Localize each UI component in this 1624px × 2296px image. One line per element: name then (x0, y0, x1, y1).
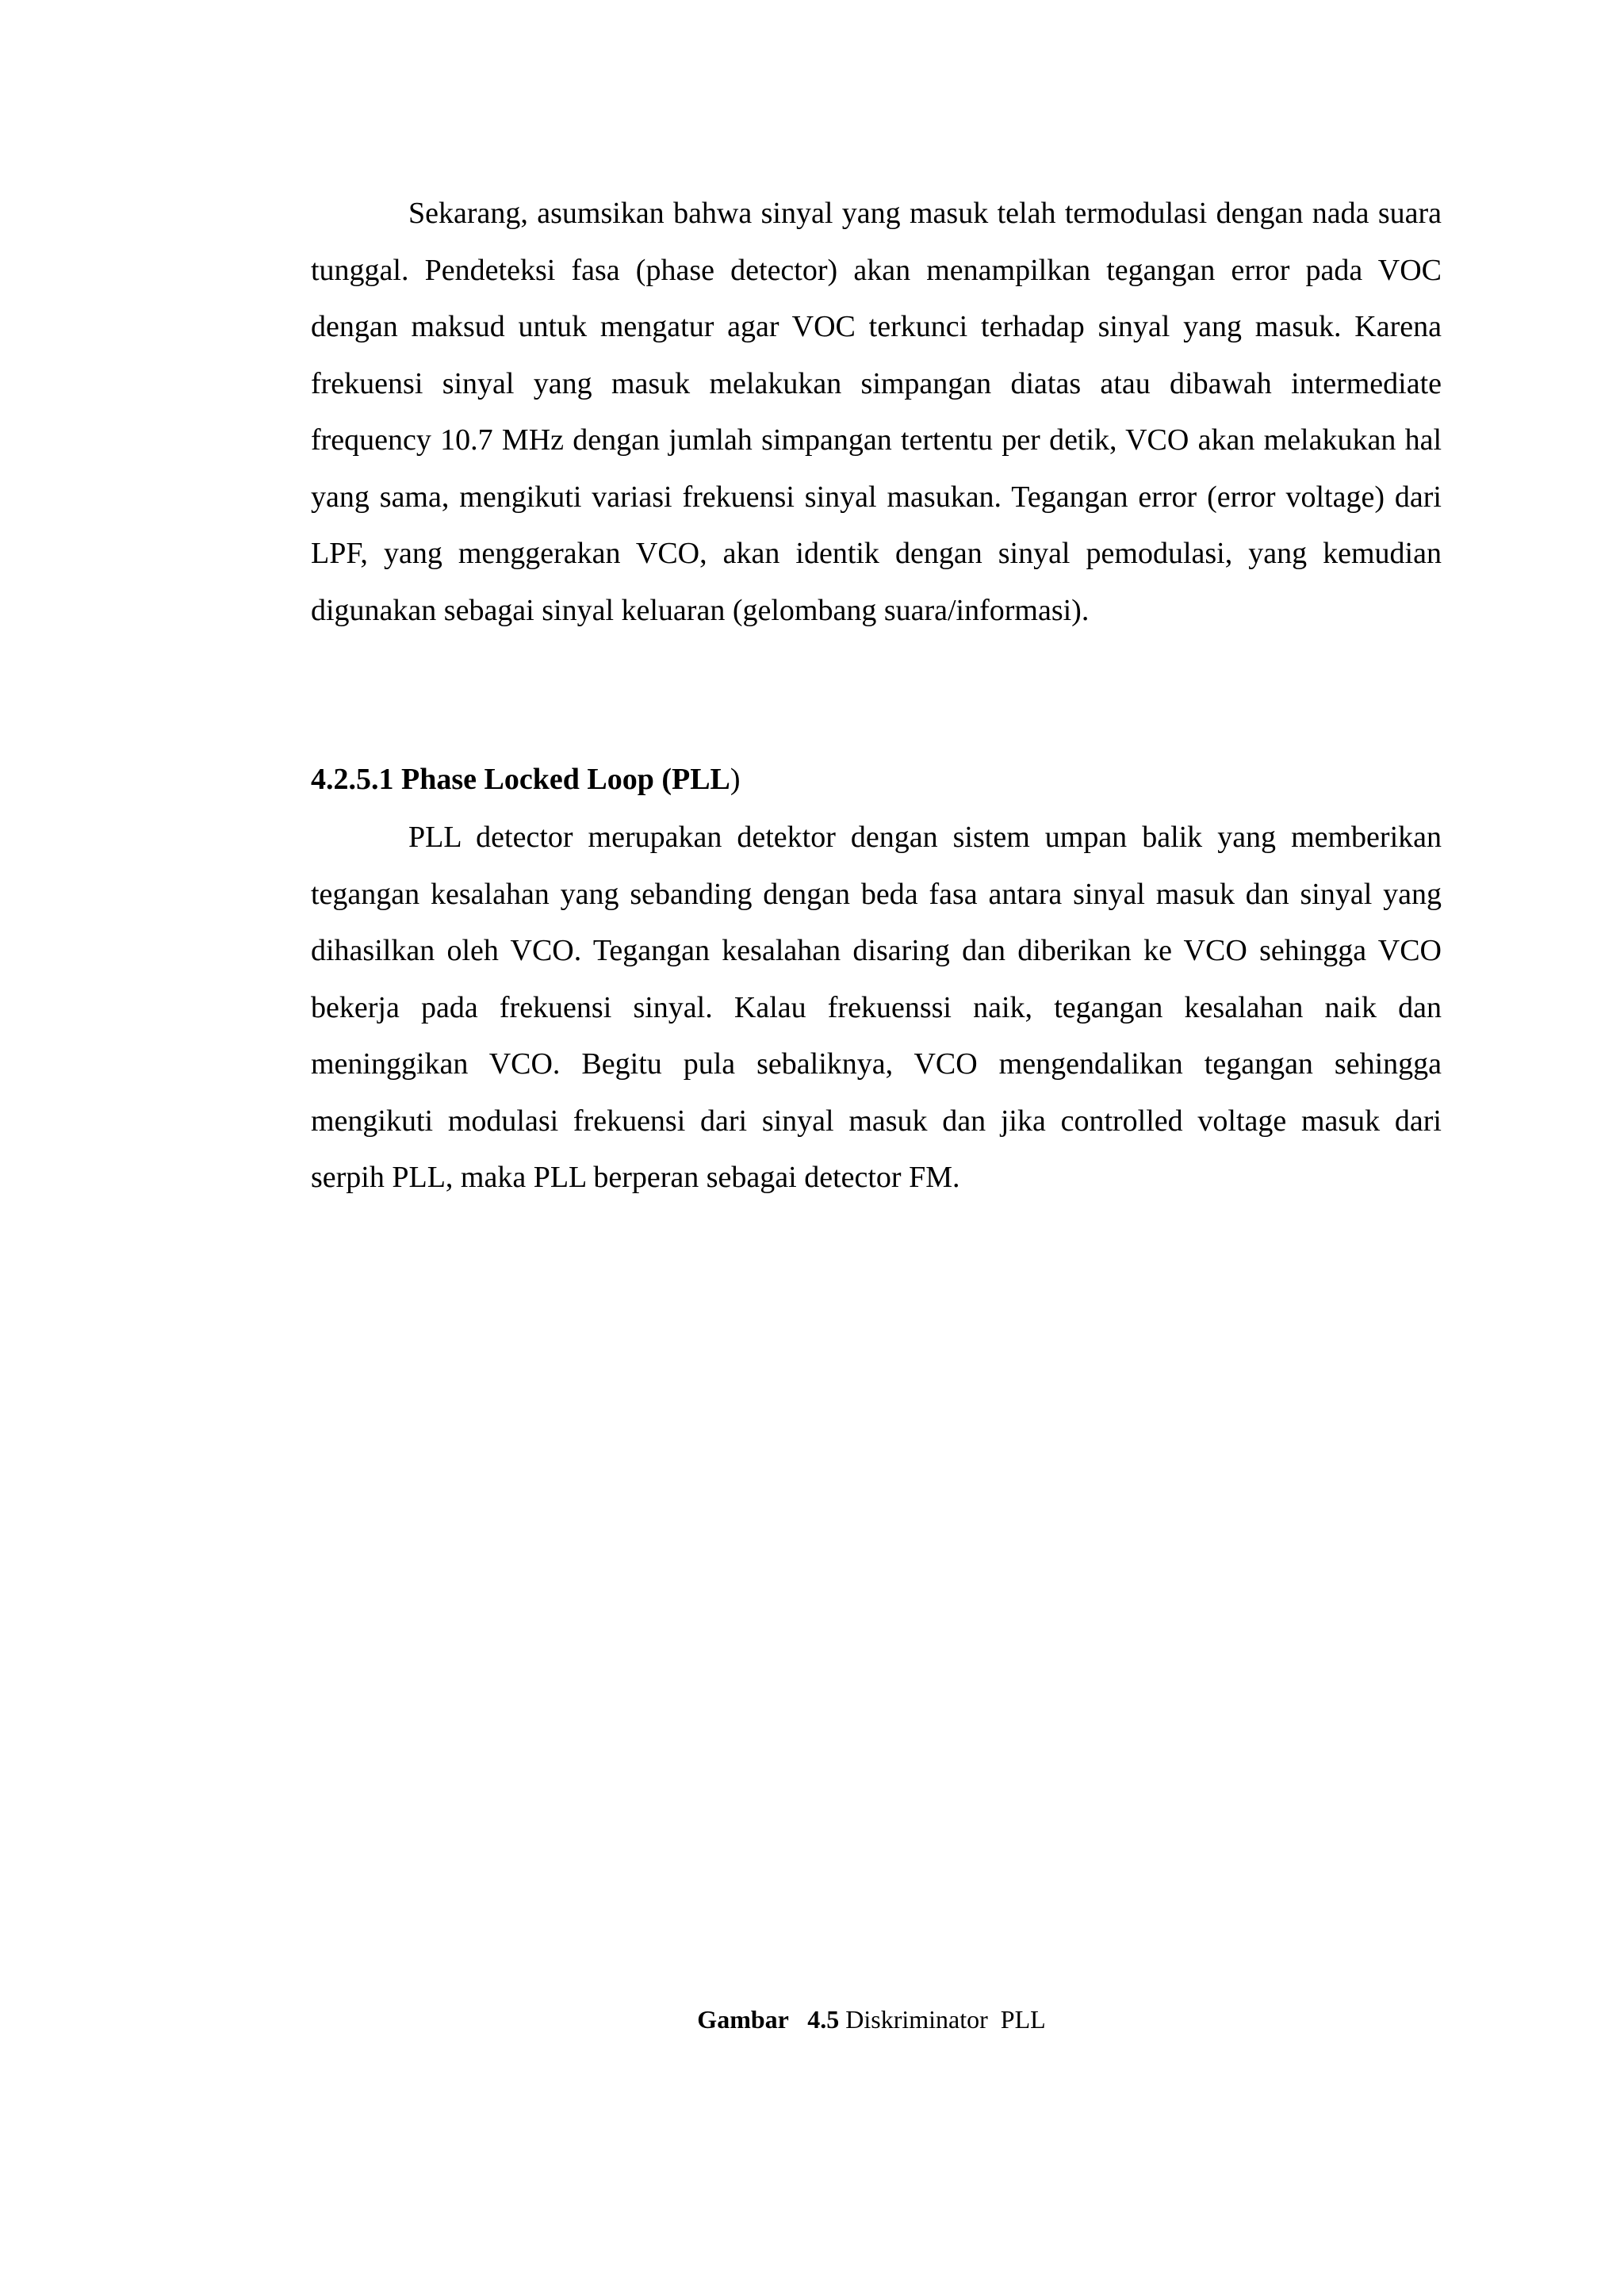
figure-caption (0, 1999, 1624, 2039)
section-heading-closing: ) (730, 763, 741, 796)
figure-caption-text: Diskriminator PLL (839, 2005, 1046, 2034)
section-heading-text: 4.2.5.1 Phase Locked Loop (PLL (311, 763, 730, 796)
section-heading (311, 752, 741, 809)
body-paragraph-1: Sekarang, asumsikan bahwa sinyal yang masuk telah termodulasi dengan nada suara tunggal. Pendeteksi fasa (phase detector) akan menampilkan tegangan error pada VOC dengan maksud untuk mengatur agar VOC terkunci terhadap sinyal yang masuk. Karena frekuensi sinyal yang masuk melakukan simpangan diatas atau dibawah intermediate frequency 10.7 MHz dengan jumlah simpangan tertentu per detik, VCO akan melakukan hal yang sama, mengikuti variasi frekuensi sinyal masukan. Tegangan error (error voltage) dari LPF, yang menggerakan VCO, akan identik dengan sinyal pemodulasi, yang kemudian digunakan sebagai sinyal keluaran (gelombang suara/informasi). (311, 197, 1442, 627)
body-paragraph-2: PLL detector merupakan detektor dengan sistem umpan balik yang memberikan tegangan kesalahan yang sebanding dengan beda fasa antara sinyal masuk dan sinyal yang dihasilkan oleh VCO. Tegangan kesalahan disaring dan diberikan ke VCO sehingga VCO bekerja pada frekuensi sinyal. Kalau frekuenssi naik, tegangan kesalahan naik dan meninggikan VCO. Begitu pula sebaliknya, VCO mengendalikan tegangan sehingga mengikuti modulasi frekuensi dari sinyal masuk dan jika controlled voltage masuk dari serpih PLL, maka PLL berperan sebagai detector FM. (311, 821, 1442, 1194)
figure-caption-label: Gambar 4.5 (697, 2005, 840, 2034)
